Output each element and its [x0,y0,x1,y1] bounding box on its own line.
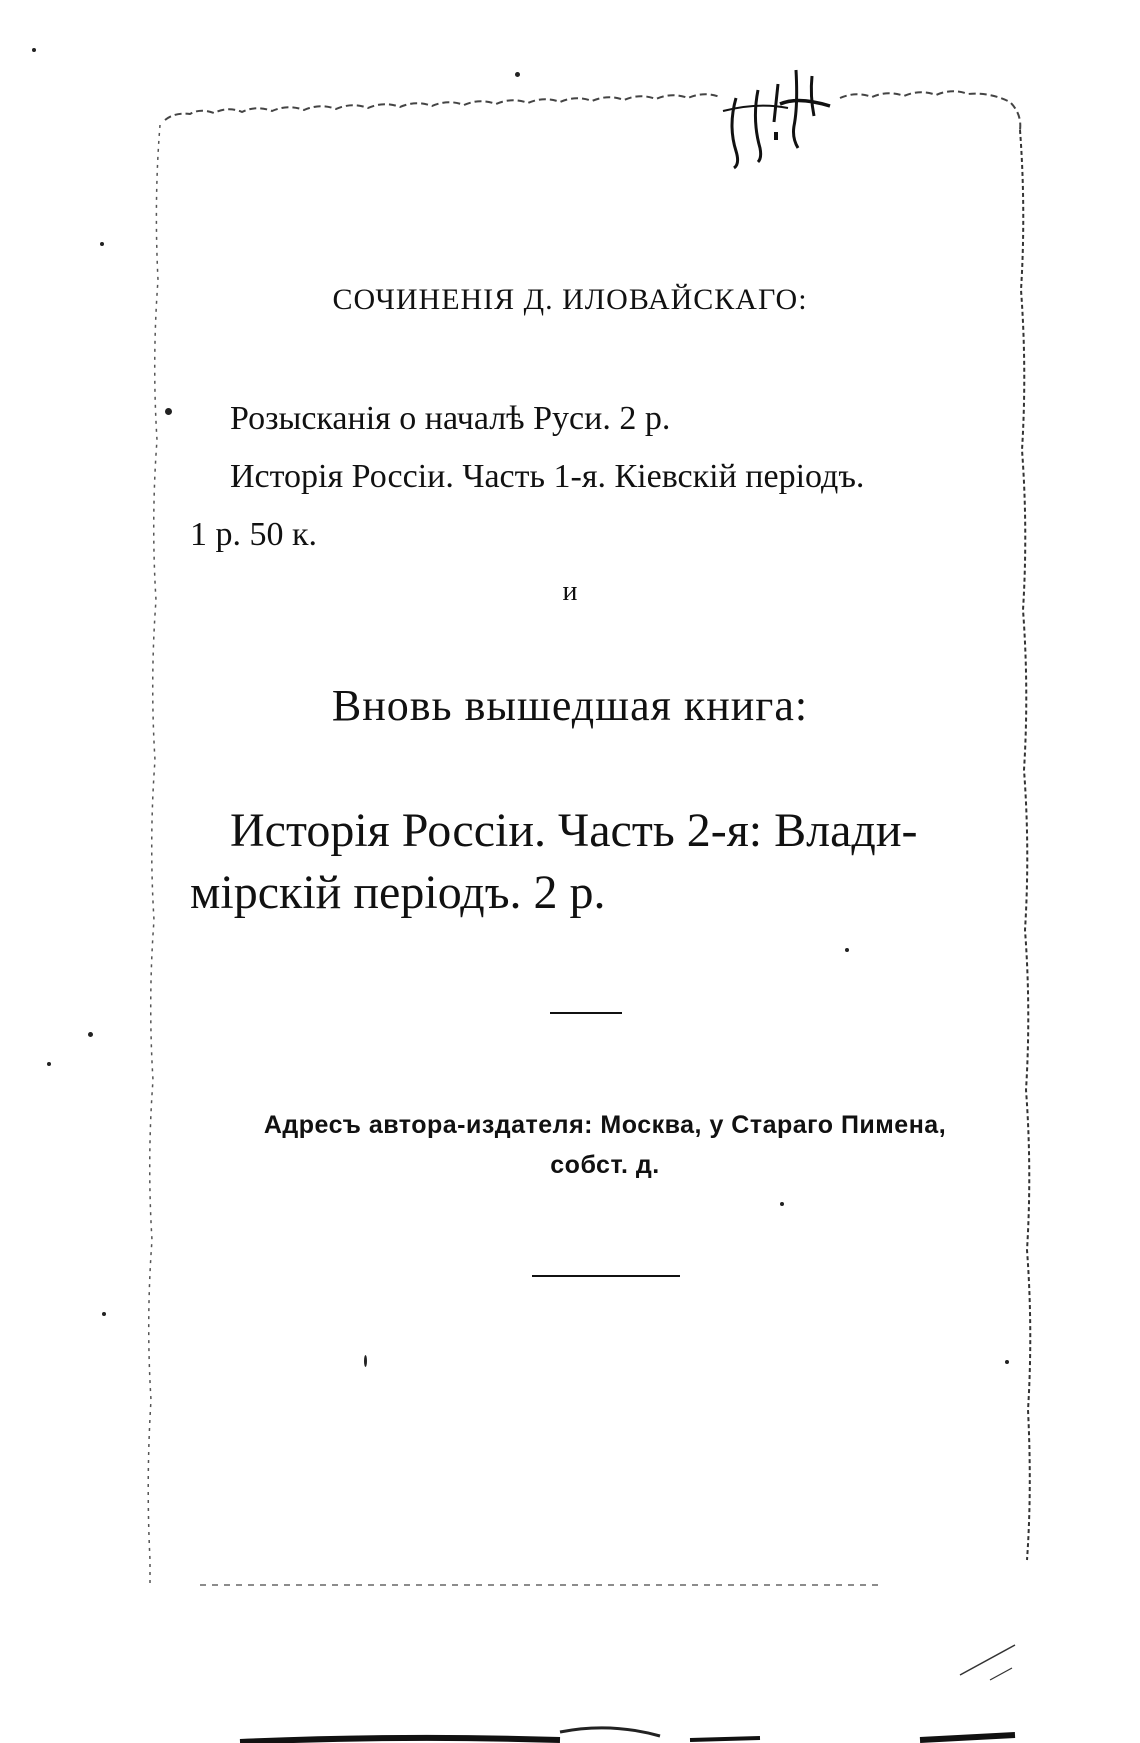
scan-speck [100,242,104,246]
address-line-2: собст. д. [550,1151,660,1179]
entry-rozyskaniya: Розысканія о началѣ Руси. 2 р. [230,400,671,437]
scan-speck [102,1312,106,1316]
divider-rule [550,1012,622,1014]
closing-rule [532,1275,680,1277]
new-book-line-2: мірскій періодъ. 2 р. [190,866,606,919]
scan-speck [165,408,172,415]
works-heading: СОЧИНЕНІЯ Д. ИЛОВАЙСКАГО: [332,283,808,316]
entry-history-part1-price: 1 р. 50 к. [190,516,318,553]
handwritten-shelf-mark [718,66,838,176]
scan-speck [88,1032,93,1037]
entry-history-part1: Исторія Россіи. Часть 1-я. Кіевскій періодъ. [230,458,865,495]
new-book-line-1: Исторія Россіи. Часть 2-я: Влади- [230,804,918,857]
scan-speck [515,72,520,77]
scan-speck [1005,1360,1009,1364]
new-book-heading: Вновь вышедшая книга: [331,681,809,730]
scan-speck [47,1062,51,1066]
publisher-address [180,1105,1030,1185]
scan-speck [845,948,849,952]
scan-speck [780,1202,784,1206]
conjunction: и [562,576,578,607]
scan-speck [364,1355,367,1367]
address-line-1: Адресъ автора-издателя: Москва, у Стараго Пимена, [263,1111,947,1139]
scan-speck [32,48,36,52]
